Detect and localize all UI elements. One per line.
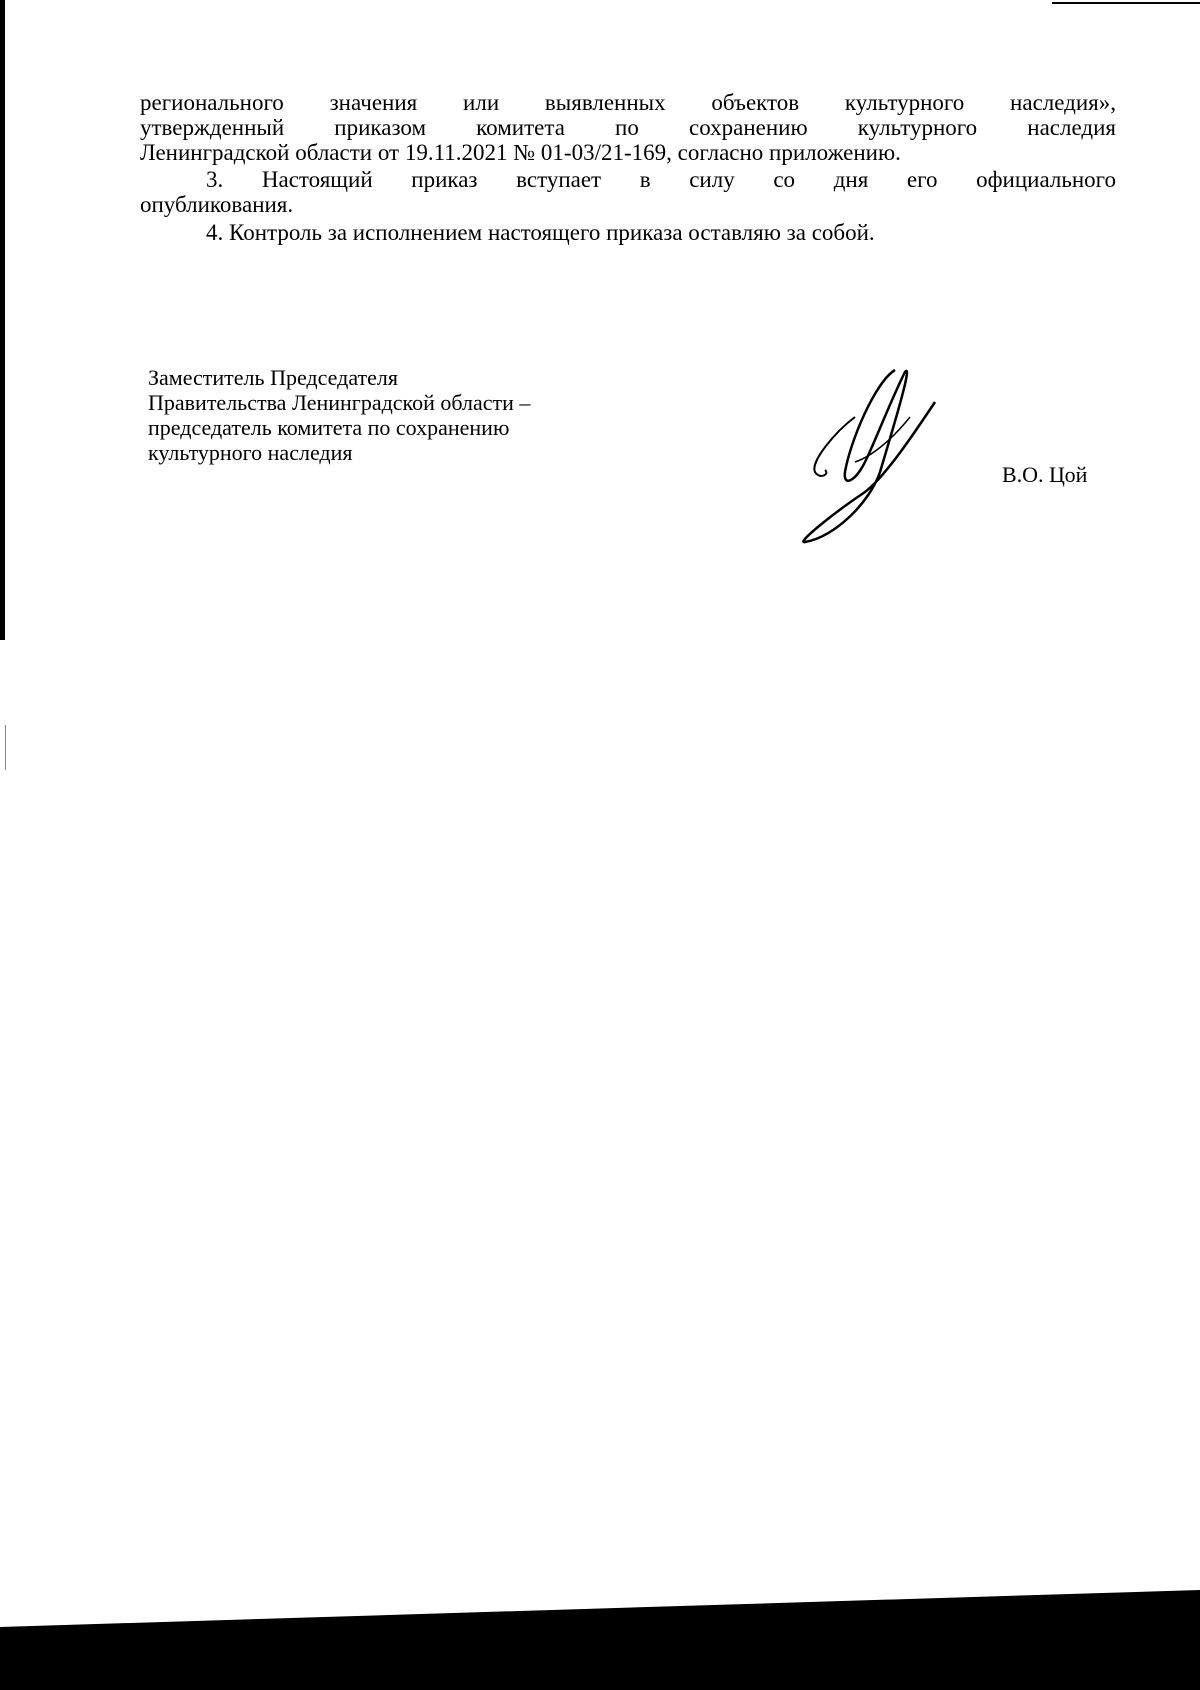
title-line: председатель комитета по сохранению	[148, 415, 510, 440]
title-line: культурного наследия	[148, 440, 353, 465]
item-3-line-1: 3. Настоящий приказ вступает в силу со дня его официального	[206, 167, 1116, 192]
signatory-title	[148, 365, 530, 465]
body-line-1: регионального значения или выявленных объектов культурного наследия»,	[140, 90, 1116, 115]
body-line-2: утвержденный приказом комитета по сохранению культурного наследия	[140, 115, 1116, 140]
scan-border-top	[1052, 2, 1200, 4]
item-3-line-2: опубликования.	[140, 192, 294, 217]
item-4: 4. Контроль за исполнением настоящего приказа оставляю за собой.	[206, 220, 875, 245]
title-line: Правительства Ленинградской области –	[148, 390, 531, 415]
scan-artifact	[5, 725, 6, 770]
handwritten-signature	[795, 362, 945, 547]
scan-edge-black-band	[0, 1590, 1200, 1690]
body-line-3: Ленинградской области от 19.11.2021 № 01-03/21-169, согласно приложению.	[140, 140, 901, 165]
scan-border-left	[0, 0, 5, 640]
title-line: Заместитель Председателя	[148, 365, 398, 390]
signatory-name: В.О. Цой	[1002, 462, 1088, 487]
